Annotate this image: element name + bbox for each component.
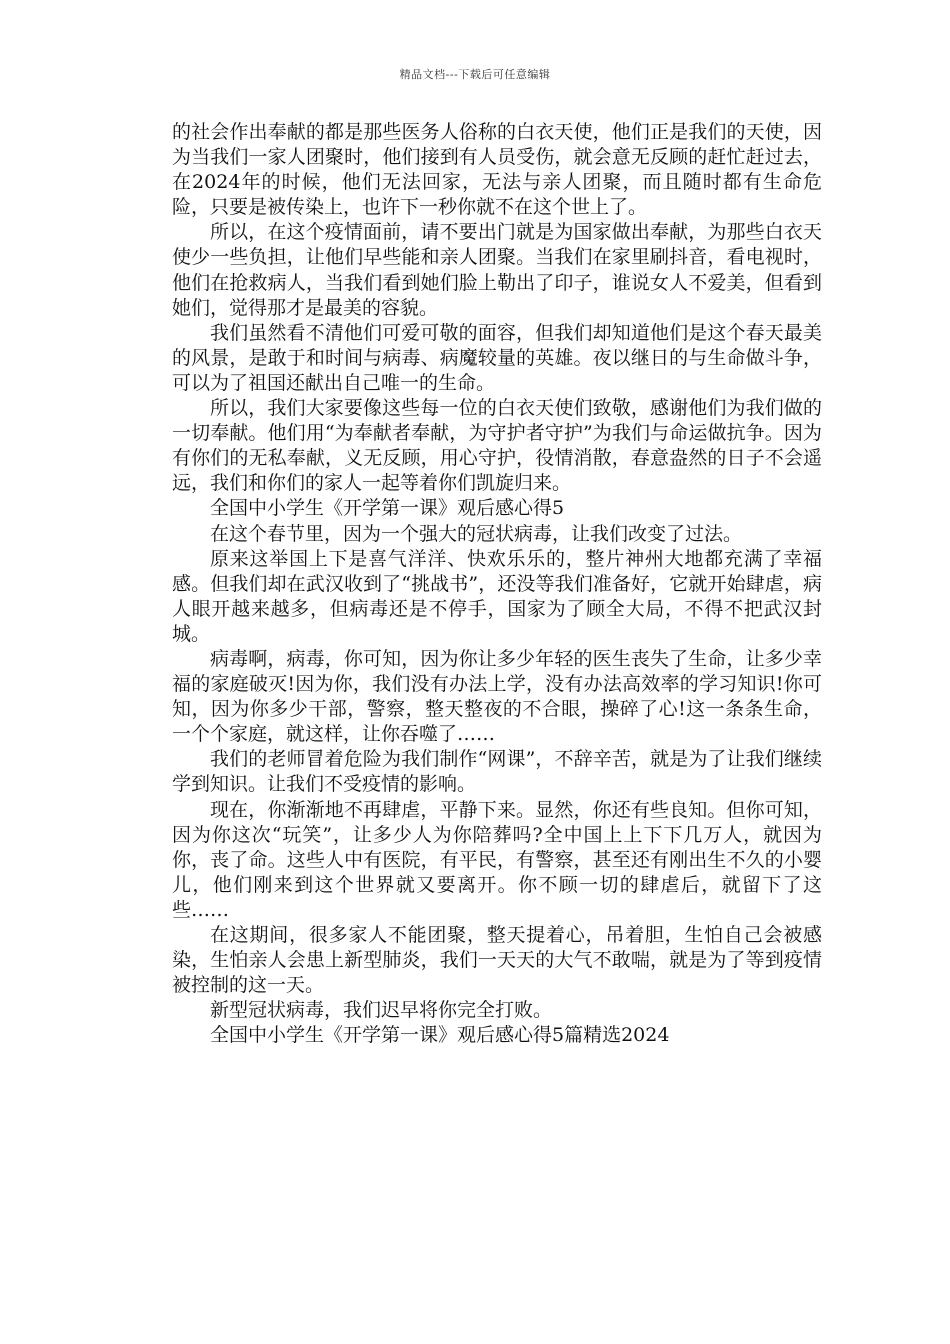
paragraph: 新型冠状病毒，我们迟早将你完全打败。	[210, 999, 553, 1022]
page-header: 精品文档---下载后可任意编辑	[399, 68, 551, 81]
paragraph: 的社会作出奉献的都是那些医务人俗称的白衣天使，他们正是我们的天使，因为当我们一家人团聚时，他们接到有人员受伤，就会意无反顾的赶忙赶过去，在2024年的时候，他们无法回家，无法与亲人团聚，而且随时都有生命危险，只要是被传染上，也许下一秒你就不在这个世上了。	[172, 121, 822, 219]
paragraph: 在这个春节里，因为一个强大的冠状病毒，让我们改变了过法。	[210, 522, 743, 545]
paragraph: 在这期间，很多家人不能团聚，整天提着心，吊着胆，生怕自己会被感染，生怕亲人会患上新型肺炎，我们一天天的大气不敢喘，就是为了等到疫情被控制的这一天。	[172, 924, 822, 997]
paragraph: 我们虽然看不清他们可爱可敬的面容，但我们却知道他们是这个春天最美的风景，是敢于和时间与病毒、病魔较量的英雄。夜以继日的与生命做斗争，可以为了祖国还献出自己唯一的生命。	[172, 321, 822, 394]
section-heading: 全国中小学生《开学第一课》观后感心得5	[210, 497, 565, 520]
paragraph: 现在，你渐渐地不再肆虐，平静下来。显然，你还有些良知。但你可知，因为你这次“玩笑”，让多少人为你陪葬吗?全中国上上下下几万人，就因为你，丧了命。这些人中有医院，有平民，有警察，甚至还有刚出生不久的小婴儿，他们刚来到这个世界就又要离开。你不顾一切的肆虐后，就留下了这些……	[172, 798, 822, 921]
paragraph: 原来这举国上下是喜气洋洋、快欢乐乐的，整片神州大地都充满了幸福感。但我们却在武汉收到了“挑战书”，还没等我们准备好，它就开始肆虐，病人眼开越来越多，但病毒还是不停手，国家为了顾全大局，不得不把武汉封城。	[172, 547, 822, 645]
closing-title: 全国中小学生《开学第一课》观后感心得5篇精选2024	[210, 1024, 670, 1047]
paragraph: 病毒啊，病毒，你可知，因为你让多少年轻的医生丧失了生命，让多少幸福的家庭破灭!因为你，我们没有办法上学，没有办法高效率的学习知识!你可知，因为你多少干部，警察，整天整夜的不合眼，操碎了心!这一条条生命，一个个家庭，就这样，让你吞噬了……	[172, 647, 822, 746]
paragraph: 所以，在这个疫情面前，请不要出门就是为国家做出奉献，为那些白衣天使少一些负担，让他们早些能和亲人团聚。当我们在家里刷抖音，看电视时，他们在抢救病人，当我们看到她们脸上勒出了印子，谁说女人不爱美，但看到她们，觉得那才是最美的容貌。	[172, 221, 822, 319]
document-body	[172, 120, 822, 1048]
paragraph: 所以，我们大家要像这些每一位的白衣天使们致敬，感谢他们为我们做的一切奉献。他们用“为奉献者奉献，为守护者守护”为我们与命运做抗争。因为有你们的无私奉献，义无反顾，用心守护，役情消散，春意盎然的日子不会遥远，我们和你们的家人一起等着你们凯旋归来。	[172, 397, 822, 495]
paragraph: 我们的老师冒着危险为我们制作“网课”，不辞辛苦，就是为了让我们继续学到知识。让我们不受疫情的影响。	[172, 748, 822, 796]
